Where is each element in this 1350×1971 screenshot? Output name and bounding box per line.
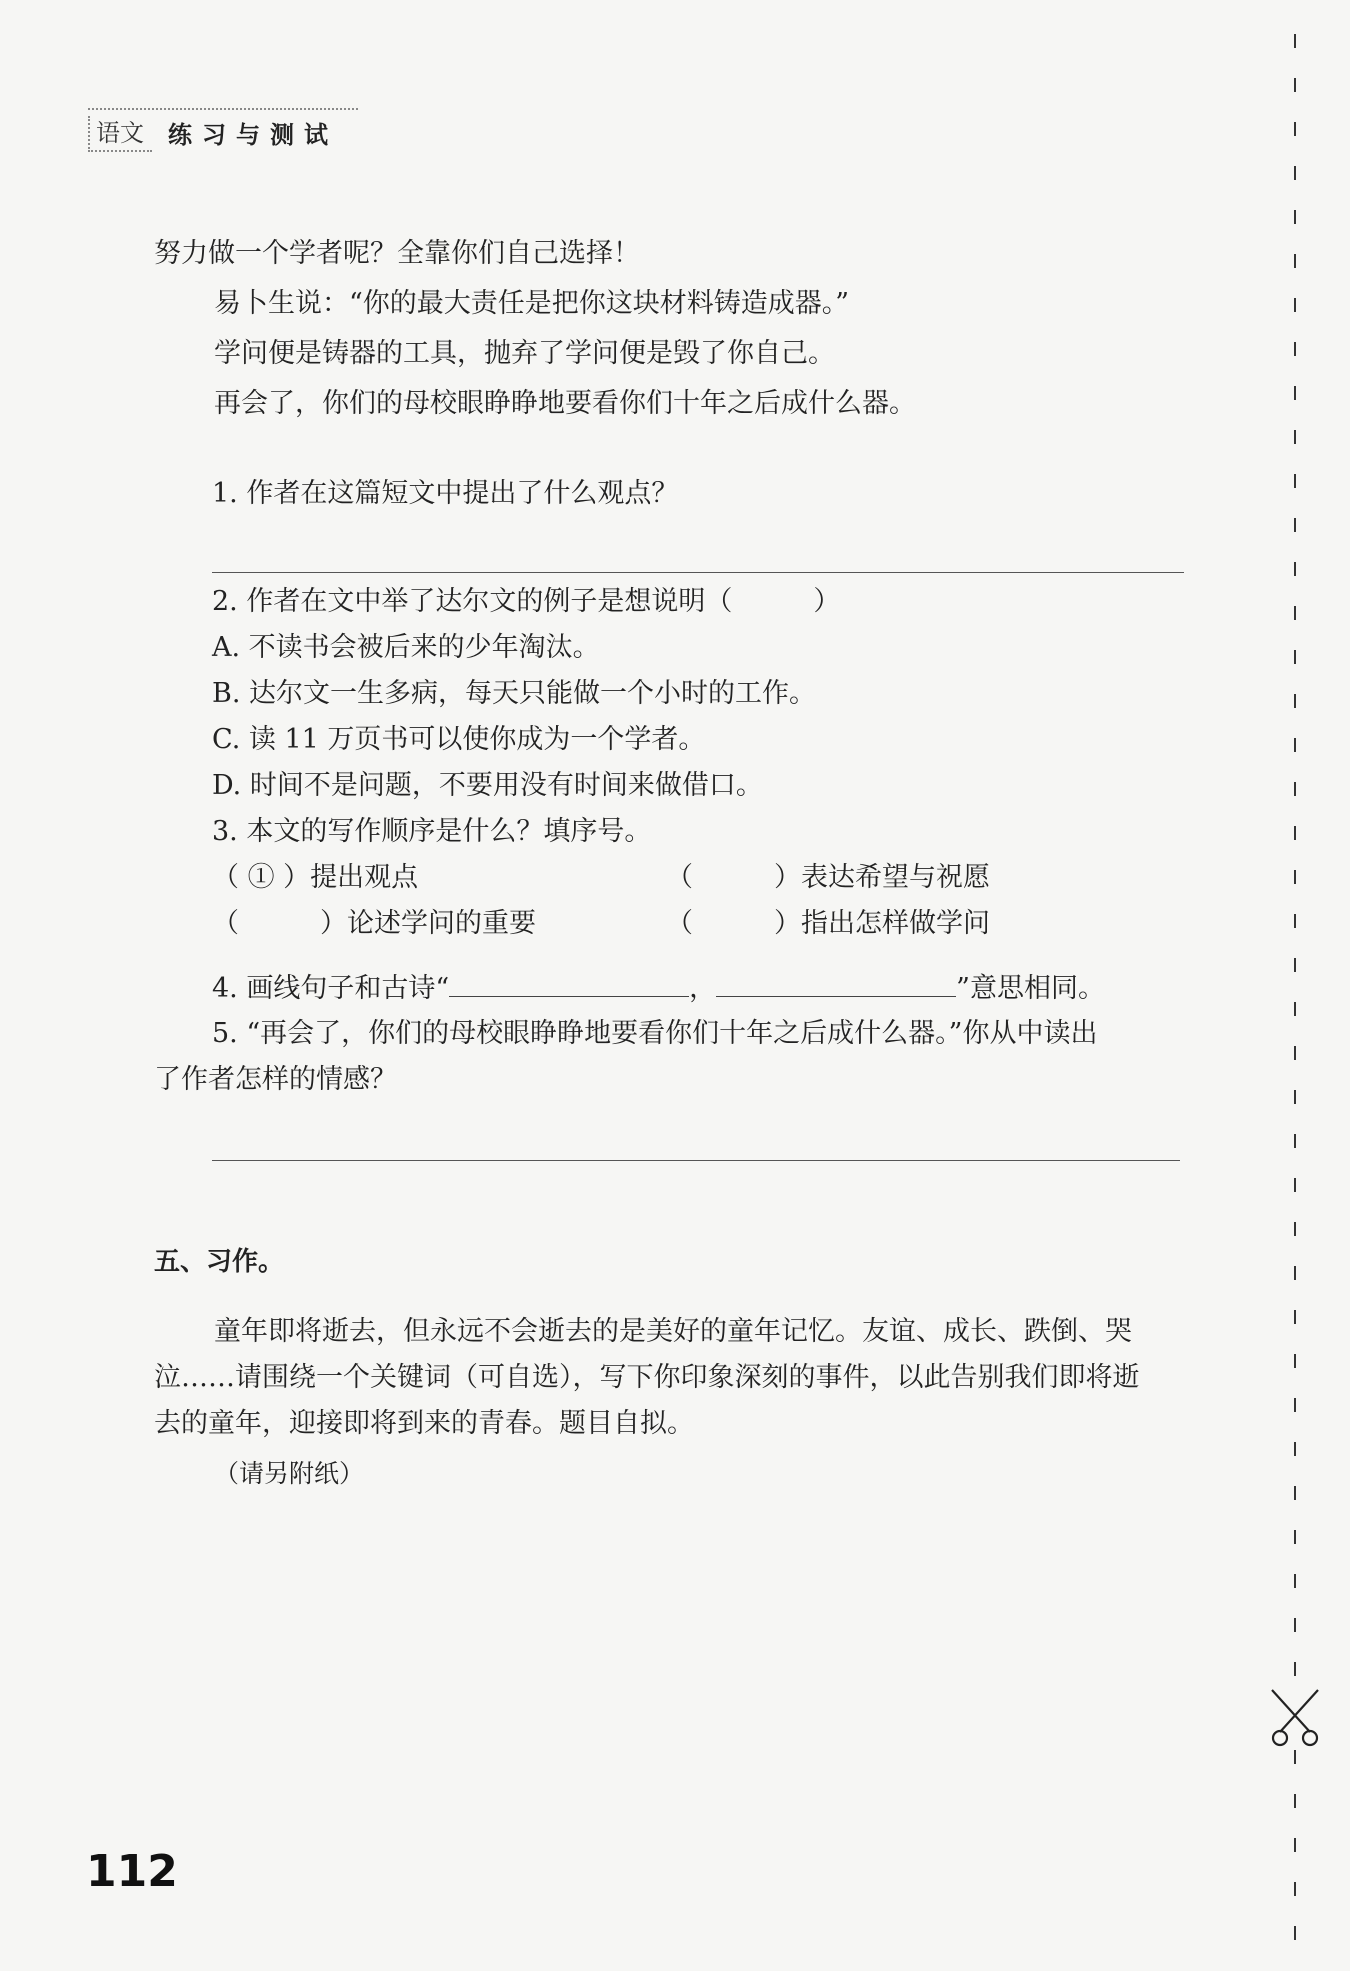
scissors-icon: [1266, 1686, 1324, 1748]
order-item-2: [666, 860, 990, 896]
composition-line-2: 泣……请围绕一个关键词（可自选），写下你印象深刻的事件，以此告别我们即将逝: [154, 1362, 1140, 1393]
question-2-option-d[interactable]: D. 时间不是问题，不要用没有时间来做借口。: [212, 770, 763, 801]
order-label-4: 指出怎样做学问: [801, 908, 990, 939]
question-4-comma: ，: [689, 973, 717, 1004]
header-dotted-rule: [88, 108, 358, 110]
composition-line-3: 去的童年，迎接即将到来的青春。题目自拟。: [154, 1408, 694, 1439]
question-2-option-b[interactable]: B. 达尔文一生多病，每天只能做一个小时的工作。: [212, 678, 817, 709]
order-blank-4[interactable]: （ ）: [666, 908, 801, 939]
passage-line-4: 再会了，你们的母校眼睁睁地要看你们十年之后成什么器。: [214, 388, 916, 419]
order-label-2: 表达希望与祝愿: [801, 862, 990, 893]
order-item-1: [212, 860, 418, 896]
question-4-suffix: ”意思相同。: [956, 973, 1105, 1004]
order-label-3: 论述学问的重要: [347, 908, 536, 939]
subject-label: 语文: [88, 116, 152, 152]
question-4: [212, 970, 1105, 1007]
question-5-line-2: 了作者怎样的情感？: [154, 1064, 397, 1095]
question-5-answer-line[interactable]: [212, 1160, 1180, 1161]
page-number: 112: [86, 1846, 178, 1897]
composition-note: （请另附纸）: [214, 1459, 365, 1488]
poem-blank-2[interactable]: [716, 970, 956, 997]
question-1-answer-line[interactable]: [212, 572, 1184, 573]
poem-blank-1[interactable]: [449, 970, 689, 997]
question-1: 1. 作者在这篇短文中提出了什么观点？: [212, 478, 679, 509]
order-blank-2[interactable]: （ ）: [666, 862, 801, 893]
question-4-prefix: 4. 画线句子和古诗“: [212, 973, 450, 1004]
passage-line-1: 努力做一个学者呢？全靠你们自己选择！: [154, 238, 640, 269]
order-blank-3[interactable]: （ ）: [212, 908, 347, 939]
order-item-4: [666, 906, 990, 942]
passage-line-3: 学问便是铸器的工具，抛弃了学问便是毁了你自己。: [214, 338, 835, 369]
cut-dashed-line: [1294, 34, 1296, 1954]
question-5-line-1: 5. “再会了，你们的母校眼睁睁地要看你们十年之后成什么器。”你从中读出: [212, 1018, 1098, 1049]
question-2-option-c[interactable]: C. 读 11 万页书可以使你成为一个学者。: [212, 724, 706, 755]
order-label-1: 提出观点: [310, 862, 419, 893]
question-2: 2. 作者在文中举了达尔文的例子是想说明（ ）: [212, 586, 841, 617]
question-3: 3. 本文的写作顺序是什么？填序号。: [212, 816, 652, 847]
passage-line-2: 易卜生说：“你的最大责任是把你这块材料铸造成器。”: [214, 288, 850, 319]
order-item-3: [212, 906, 536, 942]
composition-line-1: 童年即将逝去，但永远不会逝去的是美好的童年记忆。友谊、成长、跌倒、哭: [214, 1316, 1132, 1347]
section-title-composition: 五、习作。: [154, 1247, 285, 1277]
book-title: 练习与测试: [168, 121, 338, 149]
page-header: [88, 108, 358, 152]
order-blank-1[interactable]: （ ① ）: [212, 862, 311, 893]
question-2-option-a[interactable]: A. 不读书会被后来的少年淘汰。: [212, 632, 600, 663]
